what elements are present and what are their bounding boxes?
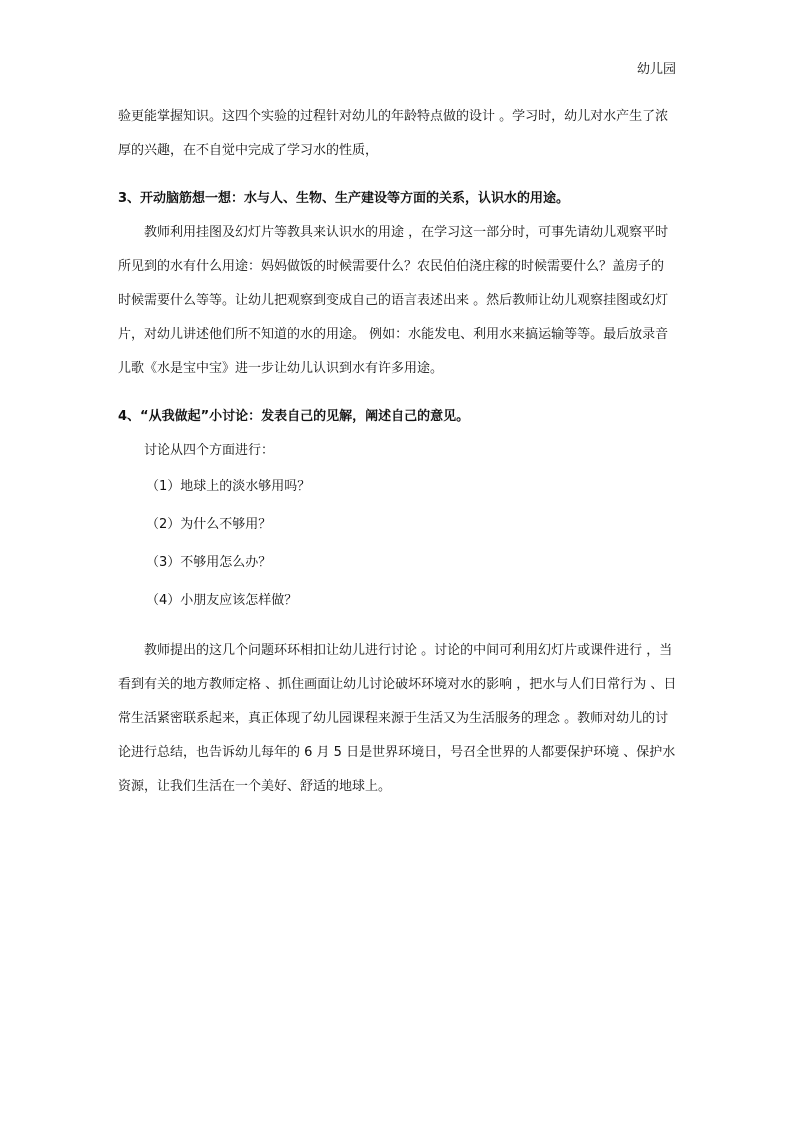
question-item: （3）不够用怎么办？ [146, 555, 272, 570]
paragraph-line: 看到有关的地方教师定格 、抓住画面让幼儿讨论破坏环境对水的影响 ，把水与人们日常行为 、日 [118, 677, 677, 692]
paragraph-line: 资源，让我们生活在一个美好、舒适的地球上。 [118, 779, 392, 794]
spacer [118, 620, 678, 634]
paragraph-line: 常生活紧密联系起来，真正体现了幼儿园课程来源于生活又为生活服务的理念 。教师对幼儿的讨 [118, 711, 669, 726]
paragraph-line: 论进行总结，也告诉幼儿每年的 6 月 5 日是世界环境日，号召全世界的人都要保护环境 、保护水 [118, 745, 676, 760]
paragraph-line: 时候需要什么等等。让幼儿把观察到变成自己的语言表述出来 。然后教师让幼儿观察挂图或幻灯 [118, 293, 669, 308]
paragraph-line: 片，对幼儿讲述他们所不知道的水的用途。 例如：水能发电、利用水来搞运输等等。最后放录音 [118, 327, 669, 342]
document-body [118, 100, 678, 804]
question-item: （4）小朋友应该怎样做？ [146, 593, 298, 608]
question-item: （1）地球上的淡水够用吗？ [146, 479, 311, 494]
page-header: 幼儿园 [636, 62, 676, 77]
paragraph-line: 厚的兴趣，在不自觉中完成了学习水的性质， [118, 143, 379, 158]
question-item: （2）为什么不够用？ [146, 517, 272, 532]
discussion-intro: 讨论从四个方面进行： [144, 443, 275, 458]
paragraph-line: 教师利用挂图及幻灯片等教具来认识水的用途 ，在学习这一部分时，可事先请幼儿观察平时 [144, 225, 669, 240]
paragraph-line: 验更能掌握知识。这四个实验的过程针对幼儿的年龄特点做的设计 。学习时，幼儿对水产生了浓 [118, 109, 669, 124]
section-heading-3: 3、开动脑筋想一想：水与人、生物、生产建设等方面的关系，认识水的用途。 [118, 191, 570, 206]
paragraph-line: 所见到的水有什么用途：妈妈做饭的时候需要什么？农民伯伯浇庄稼的时候需要什么？盖房子的 [118, 259, 665, 274]
paragraph-line: 教师提出的这几个问题环环相扣让幼儿进行讨论 。讨论的中间可利用幻灯片或课件进行 ，当 [144, 643, 673, 658]
paragraph-line: 儿歌《水是宝中宝》进一步让幼儿认识到水有许多用途。 [118, 361, 444, 376]
section-heading-4: 4、“从我做起”小讨论：发表自己的见解，阐述自己的意见。 [118, 409, 470, 424]
